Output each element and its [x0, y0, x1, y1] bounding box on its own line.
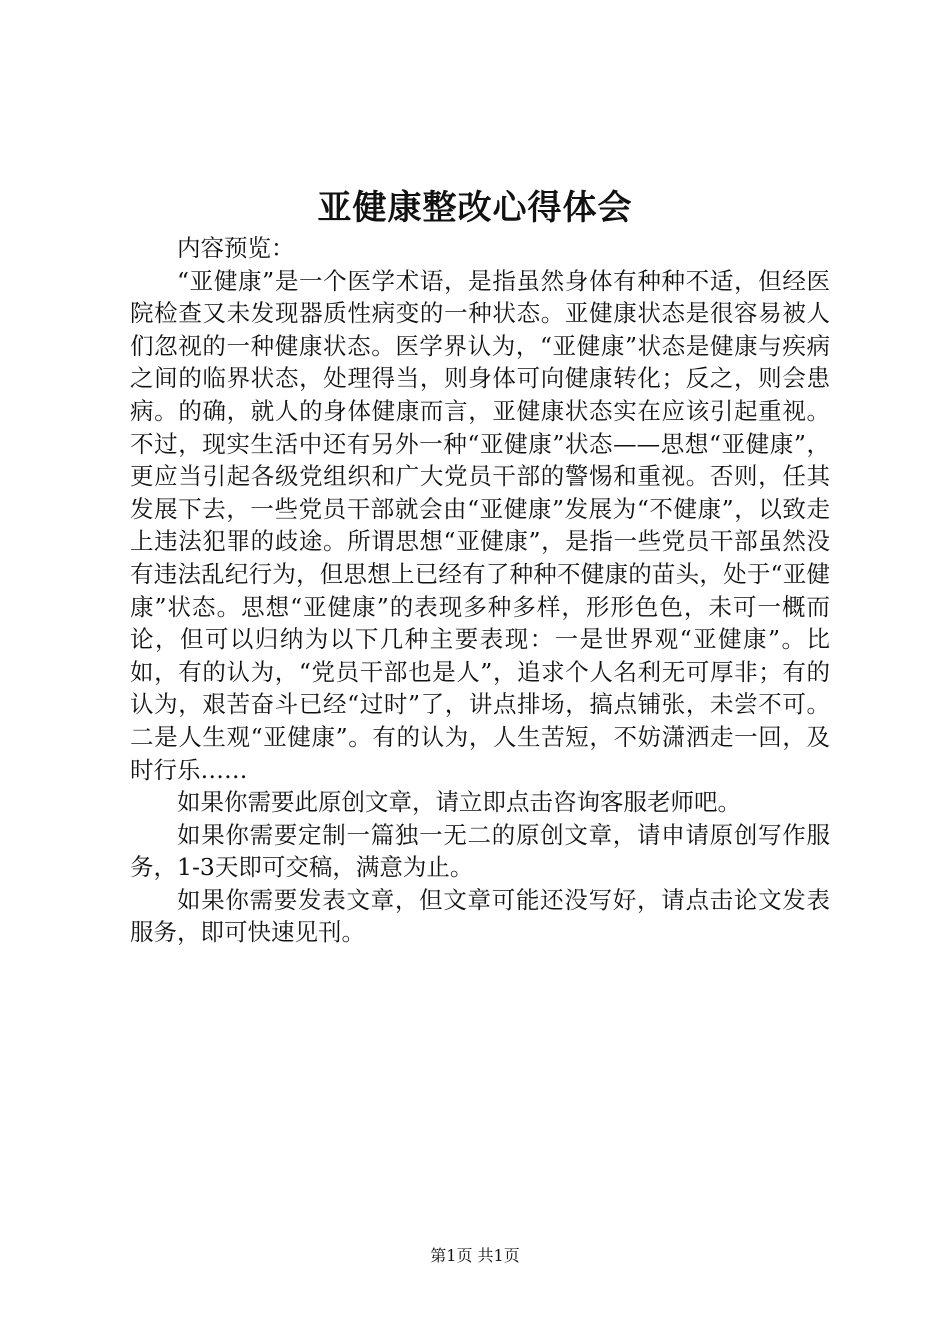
paragraph-publishing: 如果你需要发表文章，但文章可能还没写好，请点击论文发表服务，即可快速见刊。	[130, 885, 830, 947]
document-title: 亚健康整改心得体会	[317, 188, 633, 228]
paragraph-custom-writing: 如果你需要定制一篇独一无二的原创文章，请申请原创写作服务，1-3天即可交稿，满意为止。	[130, 820, 830, 882]
page-footer: 第1页 共1页	[430, 1246, 520, 1265]
paragraph-main: “亚健康”是一个医学术语，是指虽然身体有种种不适，但经医院检查又未发现器质性病变的一种状态。亚健康状态是很容易被人们忽视的一种健康状态。医学界认为，“亚健康”状态是健康与疾病之间的临界状态，处理得当，则身体可向健康转化；反之，则会患病。的确，就人的身体健康而言，亚健康状态实在应该引起重视。不过，现实生活中还有另外一种“亚健康”状态——思想“亚健康”，更应当引起各级党组织和广大党员干部的警惕和重视。否则，任其发展下去，一些党员干部就会由“亚健康”发展为“不健康”，以致走上违法犯罪的歧途。所谓思想“亚健康”，是指一些党员干部虽然没有违法乱纪行为，但思想上已经有了种种不健康的苗头，处于“亚健康”状态。思想“亚健康”的表现多种多样，形形色色，未可一概而论，但可以归纳为以下几种主要表现：一是世界观“亚健康”。比如，有的认为，“党员干部也是人”，追求个人名利无可厚非；有的认为，艰苦奋斗已经“过时”了，讲点排场，搞点铺张，未尝不可。二是人生观“亚健康”。有的认为，人生苦短，不妨潇洒走一回，及时行乐……	[130, 266, 830, 784]
document-body	[130, 232, 830, 949]
preview-label: 内容预览：	[177, 234, 295, 262]
paragraph-consult: 如果你需要此原创文章，请立即点击咨询客服老师吧。	[177, 788, 741, 817]
